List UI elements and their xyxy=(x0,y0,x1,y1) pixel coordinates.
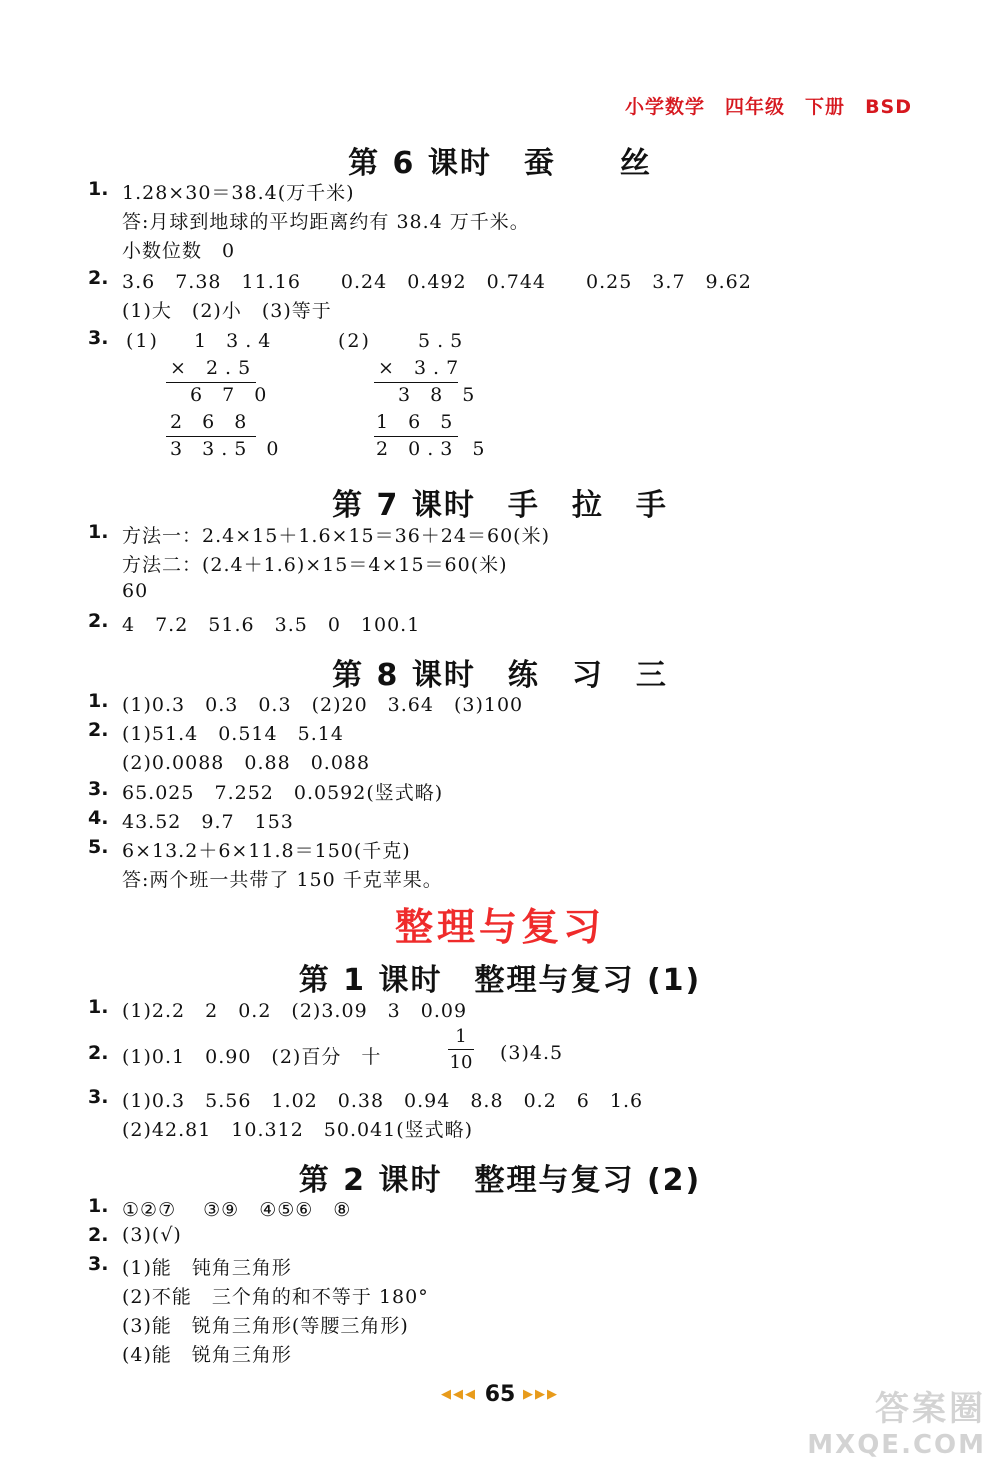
item-number: 2. xyxy=(88,1042,109,1064)
item-number: 1. xyxy=(88,690,109,712)
item-number: 5. xyxy=(88,836,109,858)
grade-label: 四年级 xyxy=(725,96,786,118)
series-label: 小学数学 xyxy=(624,96,705,118)
calc-row: 2 6 8 xyxy=(170,411,254,433)
calc-rule xyxy=(374,436,458,437)
calc-label: (2) xyxy=(338,330,371,352)
item-number: 2. xyxy=(88,267,109,289)
answer-line: (3)(√) xyxy=(122,1224,182,1246)
answer-line: (1)0.3 5.56 1.02 0.38 0.94 8.8 0.2 6 1.6 xyxy=(122,1090,644,1112)
answer-line: 小数位数 0 xyxy=(122,240,236,262)
book-header xyxy=(625,92,912,119)
calc-rule xyxy=(166,436,256,437)
watermark xyxy=(807,1381,986,1460)
right-arrows-icon: ▶▶▶ xyxy=(522,1387,559,1402)
answer-line: (4)能 锐角三角形 xyxy=(122,1344,292,1366)
item-number: 1. xyxy=(88,521,109,543)
answer-line: 3.6 7.38 11.16 0.24 0.492 0.744 0.25 3.7 9.62 xyxy=(122,271,752,293)
answer-line: 6×13.2＋6×11.8＝150(千克) xyxy=(122,840,411,862)
edition-label: BSD xyxy=(865,96,912,118)
answer-line: 答:月球到地球的平均距离约有 38.4 万千米。 xyxy=(122,211,530,233)
item-number: 3. xyxy=(88,1253,109,1275)
fraction xyxy=(448,1026,474,1073)
answer-line: (2)不能 三个角的和不等于 180° xyxy=(122,1286,429,1308)
volume-label: 下册 xyxy=(805,96,846,118)
item-number: 2. xyxy=(88,1224,109,1246)
answer-line: 1.28×30＝38.4(万千米) xyxy=(122,182,355,204)
answer-line: ①②⑦ ③⑨ ④⑤⑥ ⑧ xyxy=(122,1199,352,1221)
item-number: 2. xyxy=(88,610,109,632)
review-2-title: 第 2 课时 整理与复习 (2) xyxy=(298,1163,702,1198)
item-number: 2. xyxy=(88,719,109,741)
left-arrows-icon: ◀◀◀ xyxy=(441,1387,478,1402)
calc-rule xyxy=(374,382,458,383)
answer-line: (1)能 钝角三角形 xyxy=(122,1257,292,1279)
answer-line: (1)0.1 0.90 (2)百分 十 xyxy=(122,1046,382,1068)
lesson-6-title: 第 6 课时 蚕 丝 xyxy=(348,146,652,181)
lesson-8-title: 第 8 课时 练 习 三 xyxy=(332,658,668,693)
calc-row: 1 3.4 xyxy=(194,330,278,352)
review-1-title: 第 1 课时 整理与复习 (1) xyxy=(298,963,702,998)
item-number: 4. xyxy=(88,807,109,829)
calc-row: 5.5 xyxy=(418,330,470,352)
answer-line: (2)0.0088 0.88 0.088 xyxy=(122,752,371,774)
fraction-numerator: 1 xyxy=(455,1026,467,1047)
answer-line: 方法二：(2.4＋1.6)×15＝4×15＝60(米) xyxy=(122,554,508,576)
unit-title: 整理与复习 xyxy=(394,905,605,949)
calc-label: (1) xyxy=(126,330,159,352)
item-number: 3. xyxy=(88,778,109,800)
calc-row: × 2.5 xyxy=(170,357,258,379)
answer-line: (1)大 (2)小 (3)等于 xyxy=(122,300,332,322)
fraction-denominator: 10 xyxy=(449,1052,473,1073)
answer-line: 方法一：2.4×15＋1.6×15＝36＋24＝60(米) xyxy=(122,525,550,547)
item-number: 3. xyxy=(88,1086,109,1108)
calc-row: × 3.7 xyxy=(378,357,466,379)
answer-line: 60 xyxy=(122,580,149,602)
answer-line: 答:两个班一共带了 150 千克苹果。 xyxy=(122,869,443,891)
watermark-url: MXQE.COM xyxy=(807,1430,986,1460)
item-number: 1. xyxy=(88,178,109,200)
answer-line: (2)42.81 10.312 50.041(竖式略) xyxy=(122,1119,474,1141)
answer-line: (1)0.3 0.3 0.3 (2)20 3.64 (3)100 xyxy=(122,694,524,716)
calc-row: 1 6 5 xyxy=(376,411,460,433)
vertical-calc-1 xyxy=(126,330,286,465)
calc-row: 3 8 5 xyxy=(398,384,482,406)
answer-line: (3)4.5 xyxy=(500,1042,564,1064)
answer-line: (3)能 锐角三角形(等腰三角形) xyxy=(122,1315,409,1337)
calc-row: 2 0.3 5 xyxy=(376,438,492,460)
answer-line: 43.52 9.7 153 xyxy=(122,811,294,833)
answer-line: (1)2.2 2 0.2 (2)3.09 3 0.09 xyxy=(122,1000,468,1022)
answer-line: (1)51.4 0.514 5.14 xyxy=(122,723,344,745)
page-number: 65 xyxy=(484,1382,516,1407)
calc-row: 3 3.5 0 xyxy=(170,438,286,460)
answer-line: 4 7.2 51.6 3.5 0 100.1 xyxy=(122,614,421,636)
item-number: 3. xyxy=(88,327,109,349)
fraction-bar xyxy=(448,1049,474,1050)
item-number: 1. xyxy=(88,1195,109,1217)
lesson-7-title: 第 7 课时 手 拉 手 xyxy=(332,488,668,523)
calc-rule xyxy=(166,382,256,383)
item-number: 1. xyxy=(88,996,109,1018)
calc-row: 6 7 0 xyxy=(190,384,274,406)
watermark-logo-text: 答案圈 xyxy=(875,1389,986,1429)
answer-line: 65.025 7.252 0.0592(竖式略) xyxy=(122,782,444,804)
vertical-calc-2 xyxy=(338,330,492,465)
